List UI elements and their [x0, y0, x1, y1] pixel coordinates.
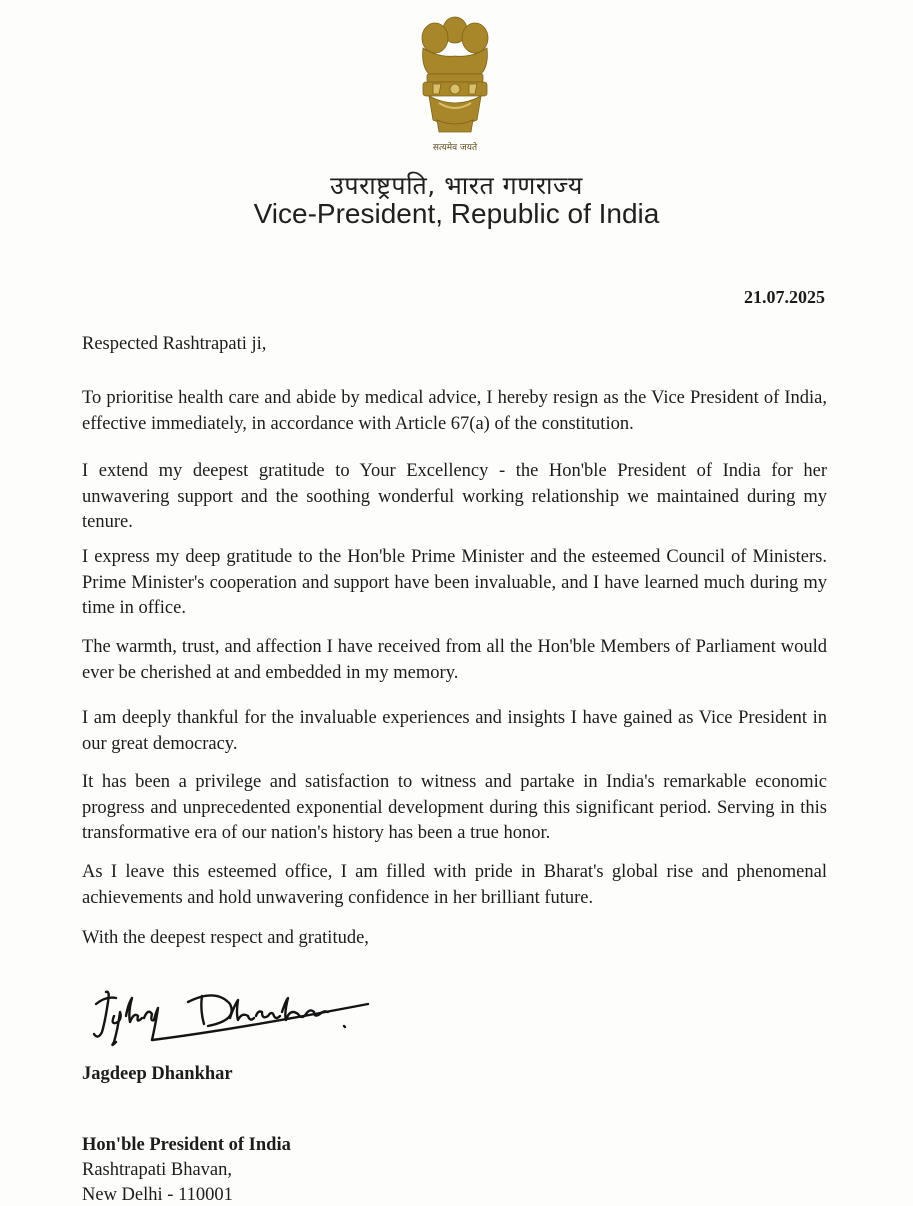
body-paragraph: The warmth, trust, and affection I have received from all the Hon'ble Members of Parliament would ever be cherished at and embedded in my memory.: [82, 637, 827, 683]
body-paragraph: It has been a privilege and satisfaction to witness and partake in India's remarkable economic progress and unprecedented exponential development during this significant period. Serving in this transformative era of our nation's history has been a true honor.: [82, 772, 827, 843]
addressee-title: Hon'ble President of India: [82, 1135, 291, 1155]
national-emblem-icon: [411, 8, 499, 158]
body-paragraph: As I leave this esteemed office, I am filled with pride in Bharat's global rise and phenomenal achievements and hold unwavering confidence in her brilliant future.: [82, 862, 827, 908]
letterhead-english-title: Vice-President, Republic of India: [253, 198, 660, 229]
svg-text:सत्यमेव जयते: सत्यमेव जयते: [432, 143, 478, 153]
body-paragraph: I express my deep gratitude to the Hon'ble Prime Minister and the esteemed Council of Ministers. Prime Minister's cooperation and support have been invaluable, and I have learned much during my time in office.: [82, 547, 827, 618]
addressee-address-line: Rashtrapati Bhavan,: [82, 1160, 233, 1180]
closing-line: With the deepest respect and gratitude,: [82, 928, 369, 948]
letter-date: 21.07.2025: [744, 287, 825, 307]
body-paragraph: To prioritise health care and abide by medical advice, I hereby resign as the Vice President of India, effective immediately, in accordance with Article 67(a) of the constitution.: [82, 388, 827, 434]
letterhead-hindi-title: उपराष्ट्रपति, भारत गणराज्य: [330, 171, 583, 200]
signer-name: Jagdeep Dhankhar: [82, 1064, 233, 1084]
handwritten-signature: [92, 982, 372, 1052]
salutation: Respected Rashtrapati ji,: [82, 334, 267, 354]
addressee-address-line: New Delhi - 110001: [82, 1185, 233, 1205]
body-paragraph: I am deeply thankful for the invaluable experiences and insights I have gained as Vice President in our great democracy.: [82, 708, 827, 754]
body-paragraph: I extend my deepest gratitude to Your Excellency - the Hon'ble President of India for her unwavering support and the soothing wonderful working relationship we maintained during my tenure.: [82, 461, 827, 532]
